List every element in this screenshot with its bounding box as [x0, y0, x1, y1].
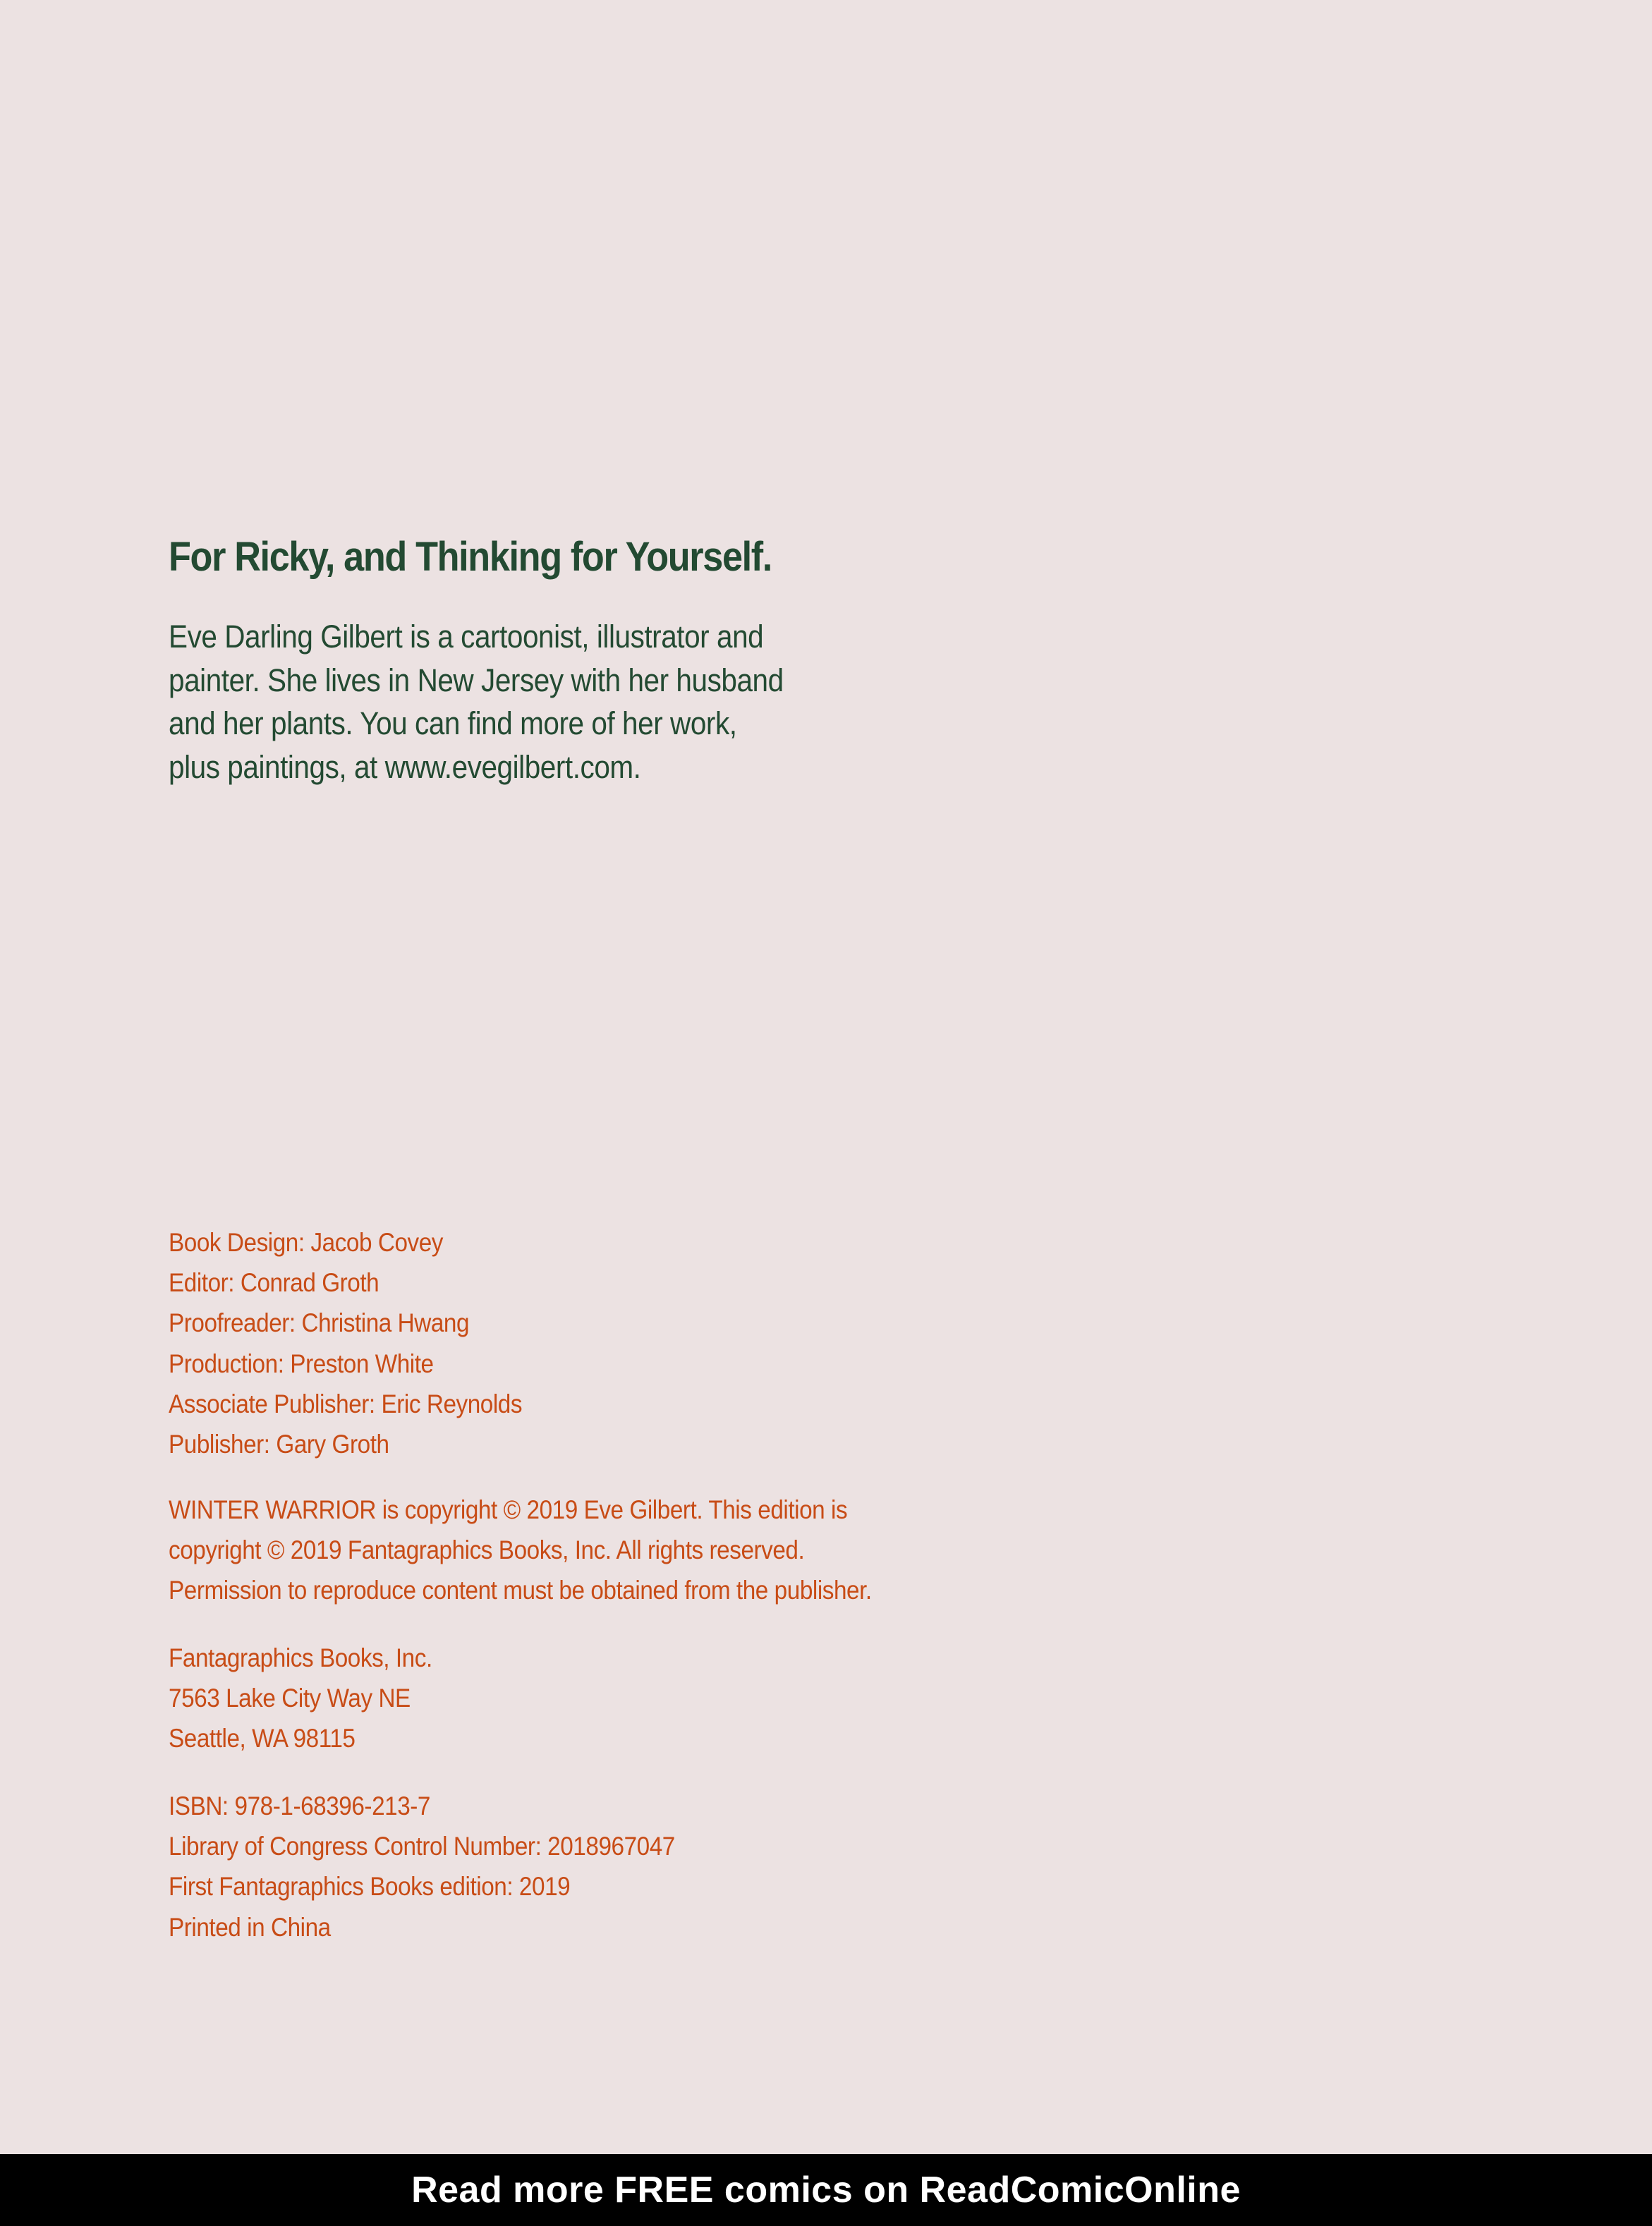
publication-line: ISBN: 978-1-68396-213-7 — [169, 1792, 430, 1820]
publication-info — [169, 1786, 675, 1947]
copyright-notice — [169, 1490, 872, 1611]
copyright-line: Permission to reproduce content must be obtained from the publisher. — [169, 1576, 872, 1605]
publisher-address — [169, 1638, 432, 1759]
credit-line: Proofreader: Christina Hwang — [169, 1308, 470, 1338]
bio-line: painter. She lives in New Jersey with her husband — [169, 662, 784, 698]
bio-line: plus paintings, at www.evegilbert.com. — [169, 748, 641, 785]
dedication-heading: For Ricky, and Thinking for Yourself. — [169, 534, 772, 580]
address-line: Seattle, WA 98115 — [169, 1724, 356, 1753]
address-line: 7563 Lake City Way NE — [169, 1684, 411, 1713]
credit-line: Editor: Conrad Groth — [169, 1268, 379, 1298]
promo-banner-text[interactable]: Read more FREE comics on ReadComicOnline — [411, 2170, 1241, 2210]
publication-line: Printed in China — [169, 1912, 331, 1942]
publication-line: First Fantagraphics Books edition: 2019 — [169, 1872, 571, 1902]
bio-line: and her plants. You can find more of her work, — [169, 705, 737, 741]
bio-line: Eve Darling Gilbert is a cartoonist, illustrator and — [169, 619, 764, 655]
credit-line: Publisher: Gary Groth — [169, 1430, 389, 1459]
credit-line: Associate Publisher: Eric Reynolds — [169, 1389, 523, 1418]
address-line: Fantagraphics Books, Inc. — [169, 1643, 432, 1672]
author-bio — [169, 615, 835, 789]
staff-credits — [169, 1222, 522, 1464]
publication-line: Library of Congress Control Number: 2018967047 — [169, 1832, 675, 1861]
credit-line: Book Design: Jacob Covey — [169, 1228, 444, 1257]
copyright-line: WINTER WARRIOR is copyright © 2019 Eve Gilbert. This edition is — [169, 1495, 848, 1524]
credit-line: Production: Preston White — [169, 1349, 434, 1378]
promo-banner[interactable] — [0, 2154, 1652, 2226]
copyright-line: copyright © 2019 Fantagraphics Books, Inc. All rights reserved. — [169, 1535, 805, 1565]
